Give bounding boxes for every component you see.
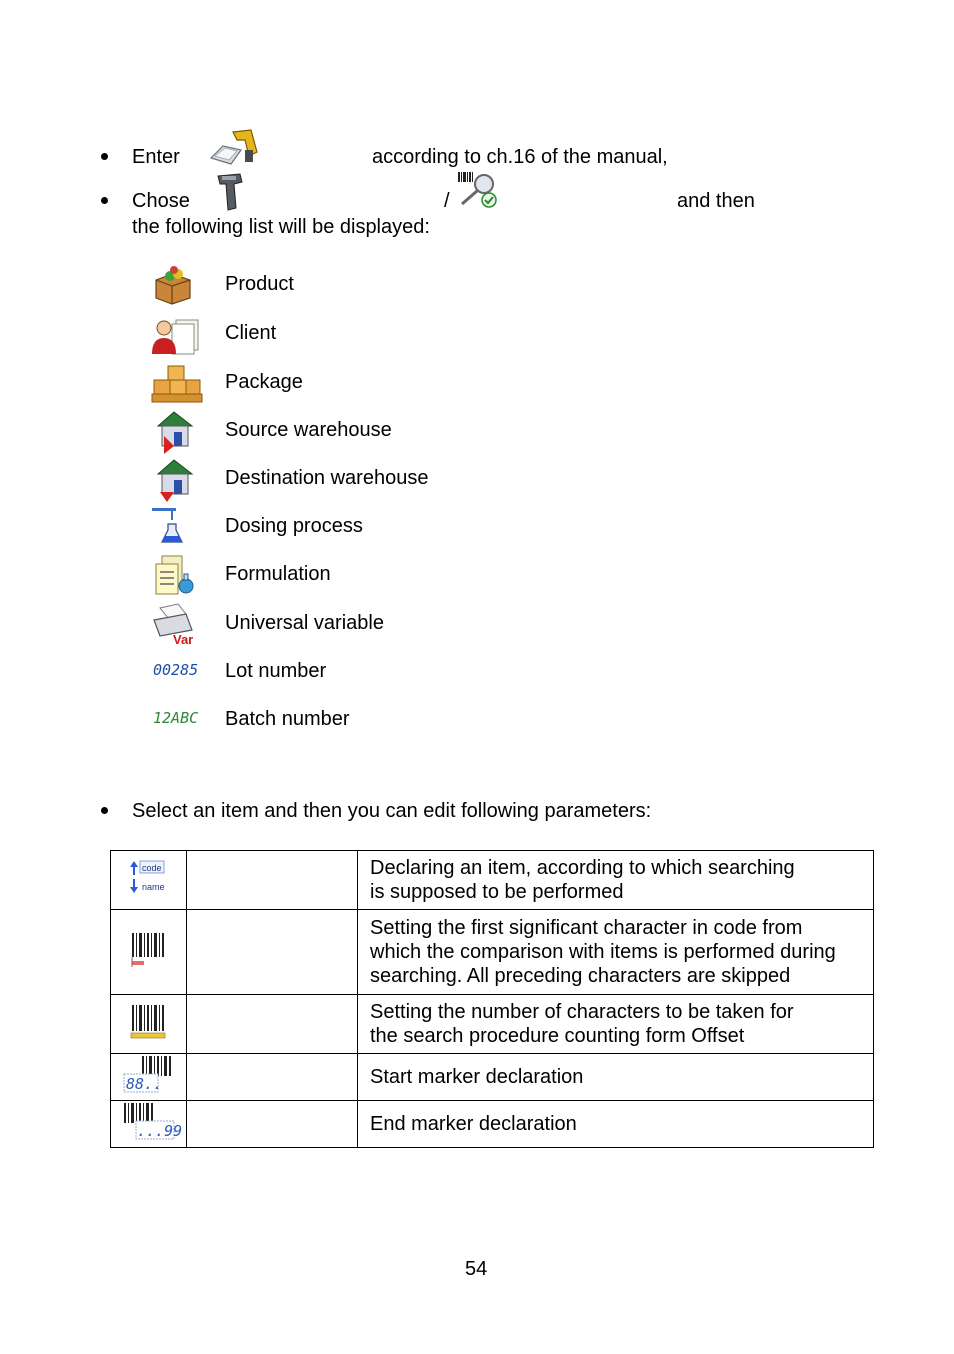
table-name-cell	[187, 995, 358, 1054]
description-line: the search procedure counting form Offset	[370, 1025, 745, 1047]
table-icon-cell	[111, 851, 187, 910]
bullet-dot	[101, 153, 108, 160]
bullet1-prefix: Enter	[132, 146, 180, 168]
bullet2-separator: /	[444, 190, 450, 212]
table-description-cell	[358, 1054, 874, 1101]
bullet-dot	[101, 807, 108, 814]
table-row	[111, 995, 874, 1054]
bullet2-suffix: and then	[677, 190, 755, 212]
bullet3-text: Select an item and then you can edit following parameters:	[132, 800, 652, 822]
start-marker-text: 88..	[125, 1075, 162, 1093]
end-marker-icon	[122, 1101, 182, 1141]
list-item-label: Batch number	[225, 708, 350, 730]
description-line: Setting the first significant character in code from	[370, 917, 803, 939]
code-label: code	[141, 863, 162, 873]
dosing-process-icon	[150, 506, 188, 546]
description-line: End marker declaration	[370, 1113, 577, 1135]
page-number: 54	[465, 1258, 488, 1280]
length-barcode-icon	[128, 1001, 170, 1041]
table-row	[111, 1101, 874, 1148]
table-icon-cell	[111, 1054, 187, 1101]
offset-barcode-icon	[128, 929, 170, 969]
table-name-cell	[187, 851, 358, 910]
handheld-scanner-icon	[216, 172, 246, 212]
table-description-cell	[358, 910, 874, 995]
lot-number-icon: 00285	[153, 661, 199, 679]
svg-text:Var: Var	[173, 632, 194, 647]
description-line: searching. All preceding characters are skipped	[370, 965, 791, 987]
name-label: name	[141, 882, 165, 892]
table-icon-cell	[111, 995, 187, 1054]
list-item-label: Package	[225, 371, 303, 393]
table-icon-cell	[111, 910, 187, 995]
client-icon	[150, 314, 202, 356]
barcode-search-ok-icon	[456, 170, 500, 210]
table-row	[111, 1054, 874, 1101]
universal-variable-icon	[152, 600, 198, 646]
description-line: is supposed to be performed	[370, 881, 624, 903]
description-line: Setting the number of characters to be taken for	[370, 1001, 794, 1023]
table-icon-cell	[111, 1101, 187, 1148]
list-item-label: Client	[225, 322, 277, 344]
bullet2-prefix: Chose	[132, 190, 190, 212]
batch-number-icon: 12ABC	[153, 709, 199, 727]
table-name-cell	[187, 1054, 358, 1101]
table-name-cell	[187, 910, 358, 995]
table-row	[111, 910, 874, 995]
list-item-label: Dosing process	[225, 515, 363, 537]
list-item-label: Destination warehouse	[225, 467, 429, 489]
description-line: Declaring an item, according to which searching	[370, 857, 795, 879]
bullet-dot	[101, 197, 108, 204]
description-line: which the comparison with items is performed during	[370, 941, 836, 963]
package-icon	[150, 362, 204, 404]
start-marker-icon	[122, 1054, 176, 1094]
parameters-table	[110, 850, 874, 1148]
formulation-icon	[154, 554, 196, 598]
destination-warehouse-icon	[154, 456, 196, 502]
table-description-cell	[358, 995, 874, 1054]
table-row	[111, 851, 874, 910]
table-description-cell	[358, 1101, 874, 1148]
list-item-label: Source warehouse	[225, 419, 392, 441]
source-warehouse-icon	[154, 408, 196, 454]
bullet2-line2: the following list will be displayed:	[132, 216, 430, 238]
table-name-cell	[187, 1101, 358, 1148]
description-line: Start marker declaration	[370, 1066, 584, 1088]
barcode-scanner-printer-icon	[207, 128, 261, 168]
table-description-cell	[358, 851, 874, 910]
list-item-label: Product	[225, 273, 294, 295]
list-item-label: Universal variable	[225, 612, 384, 634]
code-name-icon	[127, 859, 171, 895]
product-box-icon	[152, 264, 194, 306]
list-item-label: Lot number	[225, 660, 327, 682]
end-marker-text: ...99	[136, 1122, 182, 1140]
list-item-label: Formulation	[225, 563, 331, 585]
bullet1-suffix: according to ch.16 of the manual,	[372, 146, 668, 168]
